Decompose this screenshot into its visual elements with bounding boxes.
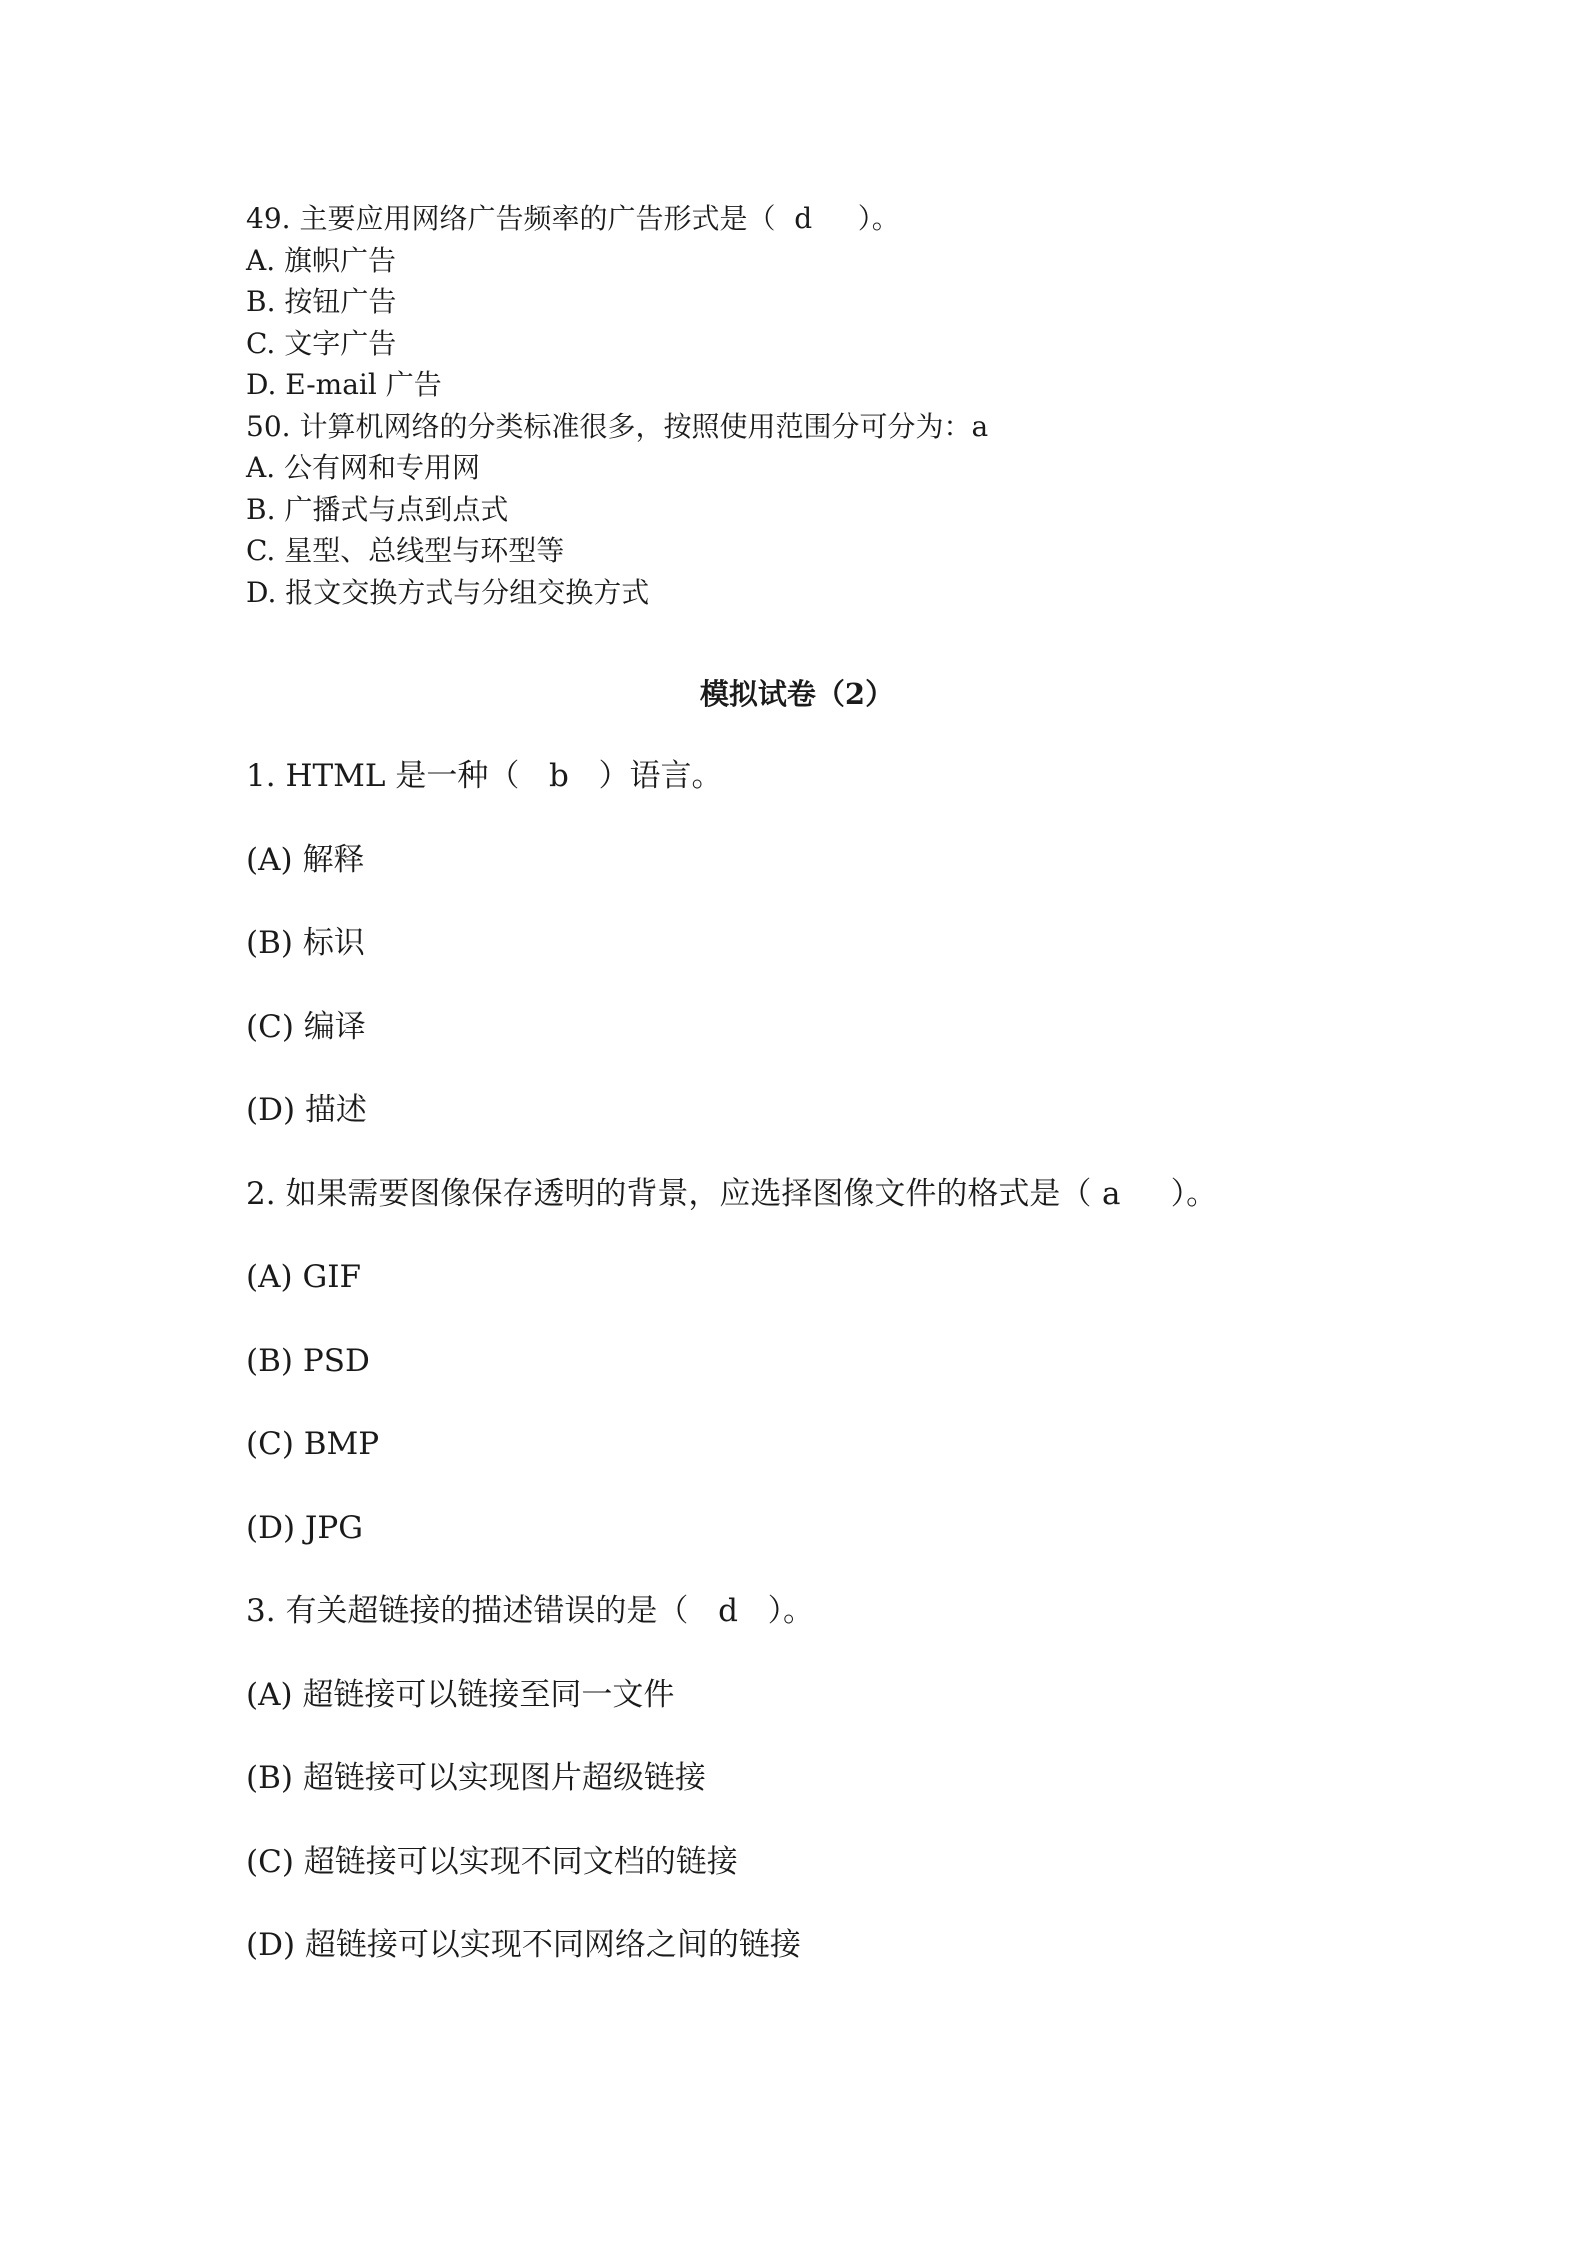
option-label: D.	[246, 575, 277, 609]
question-answer: b	[548, 758, 569, 794]
option-text: BMP	[303, 1426, 380, 1462]
option-text: 超链接可以链接至同一文件	[302, 1676, 675, 1713]
option-a	[246, 838, 1496, 922]
option-label: (C)	[246, 1843, 294, 1880]
option-label: (A)	[246, 841, 293, 878]
option-label: (D)	[246, 1509, 296, 1546]
option-text: 广播式与点到点式	[284, 492, 509, 526]
question-text: 如果需要图像保存透明的背景，应选择图像文件的格式是（	[285, 1175, 1092, 1212]
option-d	[246, 1923, 1496, 2007]
option-label: C.	[246, 326, 276, 360]
option-label: (B)	[246, 1342, 293, 1379]
option-text: 超链接可以实现图片超级链接	[302, 1760, 706, 1796]
question-answer: d	[794, 202, 813, 235]
section-title: 模拟试卷（2）	[699, 677, 895, 711]
option-label: (C)	[246, 1426, 294, 1462]
option-text: 星型、总线型与环型等	[284, 534, 565, 567]
option-b	[246, 489, 1446, 531]
question-number: 2.	[246, 1175, 276, 1212]
option-label: A.	[246, 451, 276, 484]
option-text: 按钮广告	[284, 285, 397, 318]
option-text: JPG	[304, 1509, 363, 1546]
question-tail: ）。	[1170, 1175, 1218, 1212]
option-c	[246, 1005, 1496, 1089]
option-label: (C)	[246, 1008, 294, 1045]
question-49	[246, 198, 1446, 240]
previous-section	[246, 198, 1446, 613]
option-label: (A)	[246, 1676, 293, 1713]
option-text: 文字广告	[284, 326, 397, 360]
question-2	[246, 1172, 1496, 1256]
option-c	[246, 1422, 1496, 1506]
option-label: B.	[246, 492, 276, 526]
option-text: 解释	[302, 841, 365, 878]
option-b	[246, 281, 1446, 323]
option-a	[246, 1673, 1496, 1757]
question-1	[246, 754, 1496, 838]
option-text: 描述	[304, 1092, 367, 1128]
option-d	[246, 364, 1446, 406]
option-text: PSD	[302, 1342, 370, 1379]
question-number: 3.	[246, 1593, 276, 1629]
option-text: 超链接可以实现不同文档的链接	[303, 1843, 738, 1880]
option-label: (D)	[246, 1927, 296, 1963]
question-answer: a	[971, 409, 989, 443]
question-text: 有关超链接的描述错误的是（	[285, 1593, 689, 1629]
option-b	[246, 921, 1496, 1005]
question-number: 1.	[246, 758, 276, 794]
option-text: GIF	[302, 1259, 361, 1295]
option-label: (D)	[246, 1092, 296, 1128]
option-b	[246, 1339, 1496, 1423]
option-text: 旗帜广告	[284, 243, 397, 277]
question-tail: ）语言。	[598, 758, 723, 794]
question-tail: ）。	[857, 202, 900, 235]
option-text: 标识	[302, 925, 365, 961]
option-d	[246, 572, 1446, 614]
question-text: 主要应用网络广告频率的广告形式是（	[299, 202, 776, 235]
option-label: D.	[246, 368, 277, 401]
option-text: 编译	[303, 1008, 366, 1045]
option-d	[246, 1088, 1496, 1172]
question-text: 计算机网络的分类标准很多，按照使用范围分可分为：	[299, 409, 972, 443]
option-a	[246, 447, 1446, 489]
option-a	[246, 1255, 1496, 1339]
option-text: E-mail 广告	[285, 368, 442, 401]
question-answer: d	[718, 1593, 738, 1629]
question-number: 50.	[246, 409, 291, 443]
option-label: (B)	[246, 1760, 293, 1796]
option-text: 超链接可以实现不同网络之间的链接	[304, 1927, 801, 1963]
option-c	[246, 1840, 1496, 1924]
option-c	[246, 530, 1446, 572]
question-answer: a	[1102, 1175, 1121, 1212]
option-label: B.	[246, 285, 276, 318]
option-label: (A)	[246, 1259, 293, 1295]
option-label: (B)	[246, 925, 293, 961]
question-tail: ）。	[767, 1593, 815, 1629]
question-50	[246, 406, 1446, 448]
option-d	[246, 1506, 1496, 1590]
mock-exam-section	[246, 754, 1496, 2007]
option-c	[246, 323, 1446, 365]
question-text: HTML 是一种（	[285, 758, 520, 794]
option-text: 报文交换方式与分组交换方式	[285, 575, 650, 609]
question-number: 49.	[246, 202, 291, 235]
option-a	[246, 240, 1446, 282]
question-3	[246, 1589, 1496, 1673]
option-text: 公有网和专用网	[284, 451, 481, 484]
option-label: A.	[246, 243, 276, 277]
option-b	[246, 1756, 1496, 1840]
option-label: C.	[246, 534, 276, 567]
